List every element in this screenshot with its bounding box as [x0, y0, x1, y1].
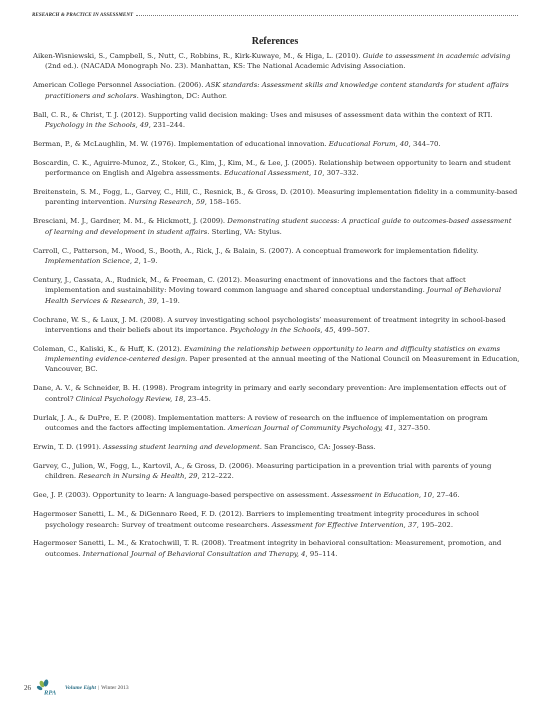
reference-text: , 344–70.	[408, 139, 441, 148]
reference-source-title: Assessment in Education, 10	[331, 491, 433, 500]
reference-text: (2nd ed.). (NACADA Monograph No. 23). Manhattan, KS: The National Academic Advising Association.	[45, 62, 406, 71]
reference-text: . Sterling, VA: Stylus.	[207, 227, 282, 236]
reference-text: Berman, P., & McLaughlin, M. W. (1976). Implementation of educational innovation.	[33, 139, 329, 148]
reference-text: . Washington, DC: Author.	[136, 91, 228, 100]
reference-entry	[33, 110, 520, 131]
reference-source-title: Journal of Behavioral Health Services & Research, 39	[45, 286, 502, 305]
footer-issue: Winter 2013	[101, 685, 129, 691]
reference-text: , 1–19.	[156, 296, 180, 305]
reference-source-title: Educational Assessment, 10	[224, 169, 323, 178]
reference-text: Hagermoser Sanetti, L. M., & DiGennaro Reed, F. D. (2012). Barriers to implementing treatment integrity procedures in school psychology research: Survey of treatment outcome researchers.	[33, 510, 479, 529]
reference-text: , 95–114.	[305, 549, 338, 558]
reference-entry	[33, 51, 520, 72]
reference-source-title: ASK standards: Assessment skills and knowledge content standards for student affairs practitioners and scholars	[45, 81, 509, 100]
reference-text: Boscardin, C. K., Aguirre-Munoz, Z., Stoker, G., Kim, J., Kim, M., & Lee, J. (2005). Relationship between opportunity to learn and student performance on English and Algebra assessments.	[33, 158, 511, 178]
reference-entry	[33, 413, 520, 434]
reference-source-title: Demonstrating student success: A practical guide to outcomes-based assessment of learning and development in student affairs	[45, 217, 512, 236]
page-number: 26	[24, 684, 31, 692]
reference-source-title: American Journal of Community Psychology, 41	[228, 423, 394, 432]
reference-text: Carroll, C., Patterson, M., Wood, S., Booth, A., Rick, J., & Balain, S. (2007). A conceptual framework for implementation fidelity.	[33, 246, 479, 255]
reference-text: American College Personnel Association. (2006).	[33, 81, 206, 90]
reference-list	[33, 51, 520, 568]
reference-text: , 23–45.	[183, 394, 211, 403]
reference-text: , 327–350.	[393, 423, 431, 432]
reference-text: , 212–222.	[197, 472, 234, 481]
running-head-label: RESEARCH & PRACTICE IN ASSESSMENT	[32, 12, 134, 18]
reference-text: . San Francisco, CA: Jossey-Bass.	[259, 442, 376, 451]
reference-text: Bresciani, M. J., Gardner, M. M., & Hickmott, J. (2009).	[33, 217, 228, 226]
reference-entry	[33, 246, 520, 267]
reference-source-title: Psychology in the Schools, 49	[45, 120, 149, 129]
reference-source-title: Educational Forum, 40	[328, 139, 409, 148]
rpa-logo-icon	[36, 679, 62, 697]
reference-text: Cochrane, W. S., & Laux, J. M. (2008). A survey investigating school psychologists’ measurement of treatment integrity in school-based interventions and their beliefs about its importance.	[33, 315, 506, 334]
reference-source-title: Implementation Science, 2	[45, 256, 139, 265]
reference-text: , 195–202.	[416, 520, 454, 529]
reference-text: , 27–46.	[432, 491, 460, 500]
page-footer	[24, 679, 129, 697]
logo-text: RPA	[44, 689, 57, 697]
reference-text: , 231–244.	[148, 120, 186, 129]
reference-source-title: International Journal of Behavioral Consultation and Therapy, 4	[82, 549, 306, 558]
reference-source-title: Psychology in the Schools, 45	[229, 325, 334, 334]
reference-source-title: Assessment for Effective Intervention, 37	[271, 520, 417, 529]
reference-text: Durlak, J. A., & DuPre, E. P. (2008). Implementation matters: A review of research on the influence of implementation on program outcomes and the factors affecting implementation.	[33, 413, 488, 432]
reference-text: Hagermoser Sanetti, L. M., & Kratochwill, T. R. (2008). Treatment integrity in behavioral consultation: Measurement, promotion, and outcomes.	[33, 539, 502, 558]
reference-entry	[33, 509, 520, 530]
reference-entry	[33, 442, 520, 452]
reference-text: Aiken-Wisniewski, S., Campbell, S., Nutt, C., Robbins, R., Kirk-Kuwaye, M., & Higa, L. (2010).	[33, 52, 363, 60]
reference-text: Breitenstein, S. M., Fogg, L., Garvey, C., Hill, C., Resnick, B., & Gross, D. (2010). Measuring implementation fidelity in a community-based parenting intervention.	[33, 188, 518, 207]
reference-text: Century, J., Cassata, A., Rudnick, M., & Freeman, C. (2012). Measuring enactment of innovations and the factors that affect implementation and sustainability: Moving toward common language and shared conceptual understanding.	[33, 275, 466, 295]
reference-text: Coleman, C., Kaliski, K., & Huff, K. (2012).	[33, 344, 185, 353]
reference-text: , 158–165.	[204, 198, 242, 207]
reference-source-title: Examining the relationship between opportunity to learn and difficulty statistics on exams implementing evidence-centered design	[45, 344, 501, 364]
reference-entry	[33, 383, 520, 404]
reference-text: Garvey, C., Julion, W., Fogg, L., Kartovil, A., & Gross, D. (2006). Measuring participation in a prevention trial with parents of young children.	[33, 461, 492, 481]
footer-volume: Volume Eight	[65, 685, 97, 691]
reference-text: Dane, A. V., & Schneider, B. H. (1998). Program integrity in primary and early secondary prevention: Are implementation effects out of control?	[33, 384, 506, 403]
running-head	[32, 10, 518, 20]
reference-source-title: Guide to assessment in academic advising	[362, 52, 511, 60]
reference-entry	[33, 344, 520, 375]
reference-text: , 499–507.	[333, 325, 370, 334]
reference-entry	[33, 275, 520, 306]
reference-source-title: Research in Nursing & Health, 29	[78, 472, 198, 481]
reference-text: , 1–9.	[138, 256, 158, 265]
reference-entry	[33, 187, 520, 208]
footer-separator: |	[98, 685, 100, 691]
reference-source-title: Clinical Psychology Review, 18	[75, 394, 184, 403]
reference-source-title: Nursing Research, 59	[128, 198, 205, 207]
reference-entry	[33, 538, 520, 559]
reference-entry	[33, 139, 520, 149]
references-heading: References	[251, 36, 299, 47]
reference-text: . Paper presented at the annual meeting of the National Council on Measurement in Education, Vancouver, BC.	[45, 355, 520, 374]
reference-source-title: Assessing student learning and development	[103, 442, 260, 451]
reference-entry	[33, 216, 520, 237]
reference-entry	[33, 158, 520, 179]
reference-entry	[33, 315, 520, 336]
reference-entry	[33, 80, 520, 101]
reference-entry	[33, 490, 520, 500]
reference-text: , 307–332.	[322, 169, 359, 178]
reference-text: Ball, C. R., & Christ, T. J. (2012). Supporting valid decision making: Uses and misuses of assessment data within the context of RTI.	[33, 110, 493, 119]
reference-text: Gee, J. P. (2003). Opportunity to learn: A language-based perspective on assessment.	[33, 491, 332, 500]
reference-entry	[33, 461, 520, 482]
running-head-dotted-rule	[136, 15, 518, 16]
reference-text: Erwin, T. D. (1991).	[33, 442, 104, 451]
